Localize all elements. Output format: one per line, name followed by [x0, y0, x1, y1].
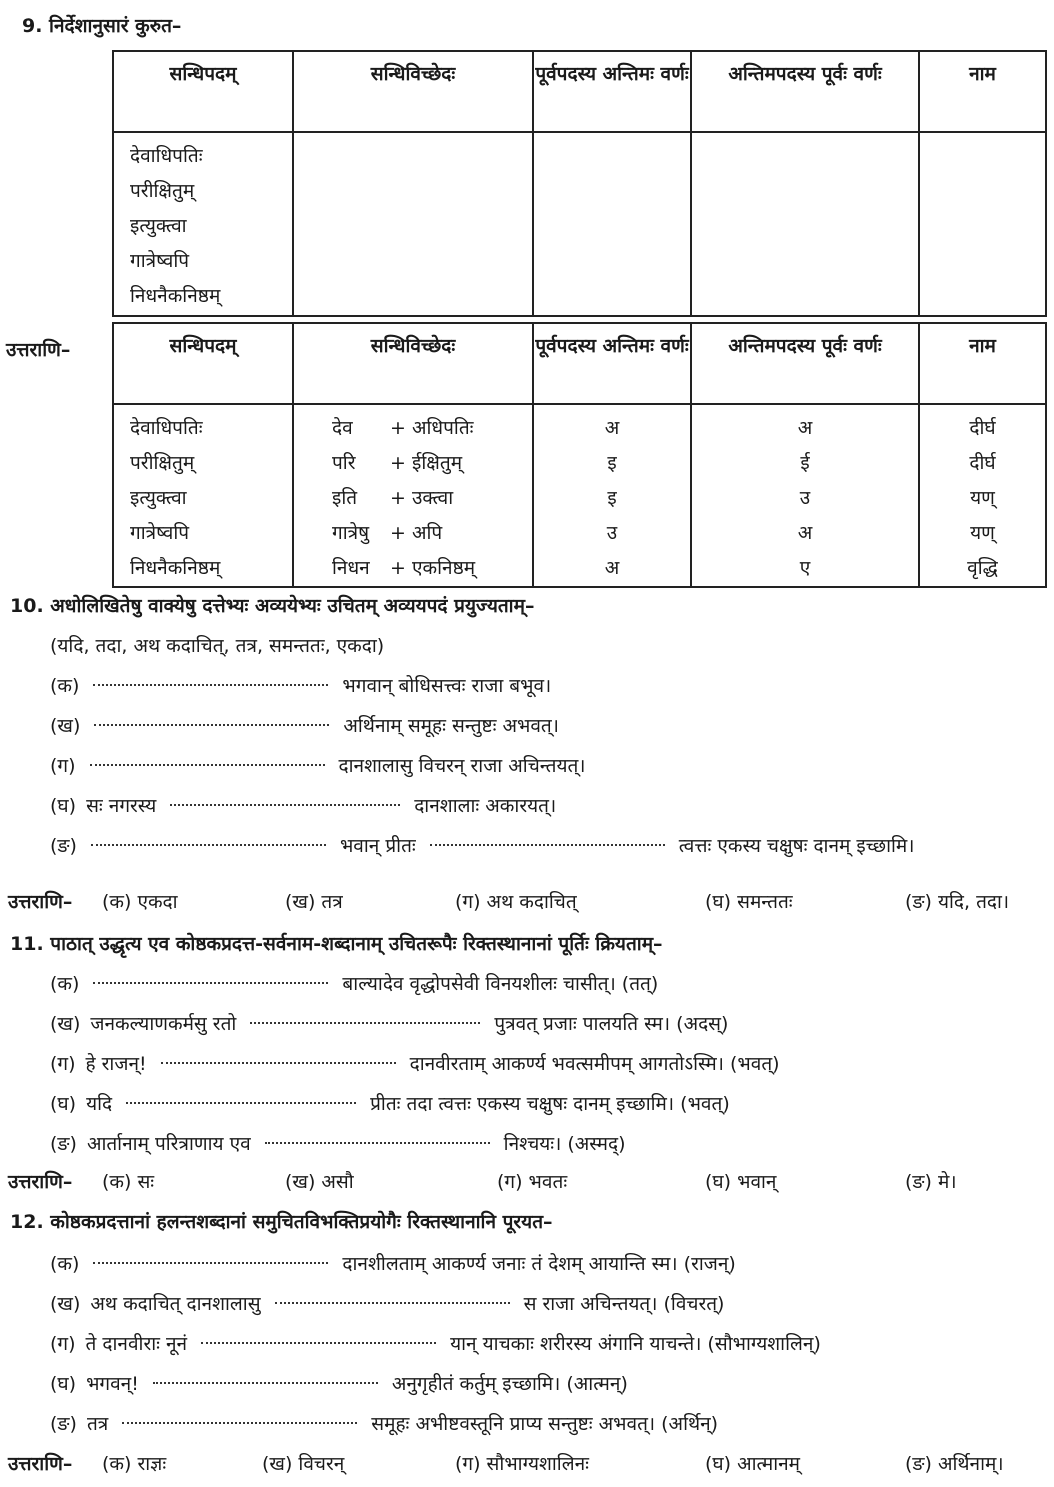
header-nama: नाम	[919, 323, 1046, 404]
empty-cell	[691, 132, 919, 316]
item-label: (ग)	[50, 1333, 76, 1355]
item-text: अनुगृहीतं कर्तुम् इच्छामि। (आत्मन्)	[391, 1373, 628, 1395]
q12-answer: (ख) विचरन्	[262, 1453, 345, 1475]
q9-title: 9. निर्देशानुसारं कुरुत–	[22, 15, 182, 37]
answer-name: दीर्घ	[969, 452, 996, 474]
item-text: प्रीतः तदा त्वत्तः एकस्य चक्षुषः दानम् इच्छामि। (भवत्)	[370, 1093, 730, 1115]
fill-in-blank	[122, 1422, 357, 1424]
fill-in-blank	[94, 724, 329, 726]
q11-answer-label: उत्तराणि–	[8, 1171, 73, 1193]
item-text: समूहः अभीष्टवस्तूनि प्राप्य सन्तुष्टः अभवत्। (अर्थिन्)	[371, 1413, 719, 1435]
q12-answer-label: उत्तराणि–	[8, 1453, 73, 1475]
answer-word: देवाधिपतिः	[130, 417, 203, 439]
answer-name: यण्	[970, 522, 995, 544]
q12-title: 12. कोष्ठकप्रदत्तानां हलन्तशब्दानां समुचितविभक्तिप्रयोगैः रिक्तस्थानानि पूरयत–	[10, 1211, 553, 1233]
item-label: (क)	[50, 675, 80, 697]
q9-answer-label: उत्तराणि–	[6, 339, 71, 361]
fill-in-blank	[201, 1342, 436, 1344]
fill-in-blank	[265, 1142, 490, 1144]
sandhipada-word: गात्रेष्वपि	[130, 250, 190, 272]
item-label: (ग)	[50, 1053, 76, 1075]
q11-item	[50, 1090, 730, 1116]
fill-in-blank	[90, 764, 325, 766]
answer-word: इत्युक्त्वा	[130, 487, 187, 509]
answer-last-letter: इ	[607, 452, 617, 474]
sandhipada-word: देवाधिपतिः	[130, 145, 203, 167]
item-label: (ङ)	[50, 1133, 77, 1155]
q10-item	[50, 832, 914, 858]
item-label: (घ)	[50, 1093, 77, 1115]
q9-answer-table	[112, 322, 1047, 588]
item-text: तत्र	[86, 1413, 109, 1435]
fill-in-blank	[430, 844, 665, 846]
q11-answer: (ग) भवतः	[497, 1171, 568, 1193]
answer-first-letter: अ	[797, 417, 813, 439]
header-sandhiviccheda: सन्धिविच्छेदः	[293, 51, 533, 132]
answer-split	[332, 551, 532, 586]
empty-cell	[919, 132, 1046, 316]
q10-item	[50, 792, 556, 818]
q12-item	[50, 1370, 628, 1396]
item-text: अथ कदाचित् दानशालासु	[90, 1293, 261, 1315]
sandhipada-word: निधनैकनिष्ठम्	[130, 285, 221, 307]
answer-split	[332, 446, 532, 481]
q11-item	[50, 1130, 626, 1156]
item-label: (ख)	[50, 1293, 81, 1315]
sandhipada-word: परीक्षितुम्	[130, 180, 195, 202]
q11-answer: (ङ) मे।	[905, 1171, 957, 1193]
answer-last-letter: इ	[607, 487, 617, 509]
split-second: अधिपतिः	[412, 417, 474, 439]
answer-words	[113, 404, 293, 587]
q10-options: (यदि, तदा, अथ कदाचित्, तत्र, समन्ततः, एकदा)	[50, 635, 385, 657]
item-text: दानशालासु विचरन् राजा अचिन्तयत्।	[338, 755, 586, 777]
answer-splits	[293, 404, 533, 587]
item-text: पुत्रवत् प्रजाः पालयति स्म। (अदस्)	[494, 1013, 729, 1035]
q12-answer: (ग) सौभाग्यशालिनः	[455, 1453, 589, 1475]
fill-in-blank	[250, 1022, 480, 1024]
item-label: (क)	[50, 973, 80, 995]
item-label: (क)	[50, 1253, 80, 1275]
fill-in-blank	[91, 844, 326, 846]
item-text: यदि	[86, 1093, 113, 1115]
header-nama: नाम	[919, 51, 1046, 132]
plus-sign: +	[390, 487, 406, 509]
q12-answer: (घ) आत्मानम्	[705, 1453, 801, 1475]
answer-split	[332, 411, 532, 446]
q11-item	[50, 1010, 728, 1036]
header-sandhiviccheda: सन्धिविच्छेदः	[293, 323, 533, 404]
item-text: आर्तानाम् परित्राणाय एव	[86, 1133, 251, 1155]
split-second: ईक्षितुम्	[412, 452, 463, 474]
item-text: सः नगरस्य	[86, 795, 157, 817]
split-first: परि	[332, 452, 356, 474]
header-antimapada: अन्तिमपदस्य पूर्वः वर्णः	[691, 51, 919, 132]
split-second: एकनिष्ठम्	[412, 557, 476, 579]
split-first: निधन	[332, 557, 370, 579]
item-text: स राजा अचिन्तयत्। (विचरत्)	[523, 1293, 725, 1315]
item-text: ते दानवीराः नूनं	[85, 1333, 188, 1355]
q10-answer: (ङ) यदि, तदा।	[905, 891, 1010, 913]
item-text: दानवीरताम् आकर्ण्य भवत्समीपम् आगतोऽस्मि। (भवत्)	[409, 1053, 780, 1075]
answer-split	[332, 481, 532, 516]
item-text: निश्चयः। (अस्मद्)	[503, 1133, 626, 1155]
plus-sign: +	[390, 557, 406, 579]
q12-answer: (ङ) अर्थिनाम्।	[905, 1453, 1004, 1475]
item-label: (ङ)	[50, 1413, 77, 1435]
q12-item	[50, 1250, 736, 1276]
q10-item	[50, 712, 559, 738]
answer-last-letter: अ	[604, 557, 620, 579]
item-text: बाल्यादेव वृद्धोपसेवी विनयशीलः चासीत्। (तत्)	[342, 973, 659, 995]
fill-in-blank	[153, 1382, 378, 1384]
answer-first-letters	[691, 404, 919, 587]
item-text: जनकल्याणकर्मसु रतो	[90, 1013, 237, 1035]
q10-title: 10. अधोलिखितेषु वाक्येषु दत्तेभ्यः अव्ययेभ्यः उचितम् अव्ययपदं प्रयुज्यताम्–	[10, 595, 535, 617]
item-text: भवान् प्रीतः	[339, 835, 416, 857]
item-text: अर्थिनाम् समूहः सन्तुष्टः अभवत्।	[343, 715, 559, 737]
q10-answer-label: उत्तराणि–	[8, 891, 73, 913]
q10-answer: (ग) अथ कदाचित्	[455, 891, 577, 913]
q10-item	[50, 752, 586, 778]
header-purvapada: पूर्वपदस्य अन्तिमः वर्णः	[533, 51, 691, 132]
item-text: हे राजन्!	[85, 1053, 147, 1075]
header-sandhipada: सन्धिपदम्	[113, 323, 293, 404]
fill-in-blank	[275, 1302, 510, 1304]
q10-answer: (ख) तत्र	[285, 891, 343, 913]
q11-answer: (ख) असौ	[285, 1171, 354, 1193]
item-label: (घ)	[50, 1373, 77, 1395]
split-first: इति	[332, 487, 358, 509]
q12-item	[50, 1410, 718, 1436]
item-label: (ख)	[50, 715, 81, 737]
answer-first-letter: अ	[797, 522, 813, 544]
answer-word: निधनैकनिष्ठम्	[130, 557, 221, 579]
q12-answer: (क) राज्ञः	[102, 1453, 167, 1475]
q11-answer: (क) सः	[102, 1171, 155, 1193]
item-label: (ख)	[50, 1013, 81, 1035]
item-text: यान् याचकाः शरीरस्य अंगानि याचन्ते। (सौभाग्यशालिन्)	[450, 1333, 821, 1355]
answer-last-letter: उ	[606, 522, 618, 544]
q10-answer: (क) एकदा	[102, 891, 178, 913]
split-second: उक्त्वा	[412, 487, 454, 509]
q11-title: 11. पाठात् उद्धृत्य एव कोष्ठकप्रदत्त-सर्वनाम-शब्दानाम् उचितरूपैः रिक्तस्थानानां पूर्तिः क्रियताम्–	[10, 933, 663, 955]
fill-in-blank	[93, 1262, 328, 1264]
q11-item	[50, 1050, 780, 1076]
plus-sign: +	[390, 522, 406, 544]
answer-first-letter: ई	[800, 452, 810, 474]
header-purvapada: पूर्वपदस्य अन्तिमः वर्णः	[533, 323, 691, 404]
split-second: अपि	[412, 522, 443, 544]
answer-word: गात्रेष्वपि	[130, 522, 190, 544]
answer-last-letters	[533, 404, 691, 587]
answer-name: यण्	[970, 487, 995, 509]
split-first: गात्रेषु	[332, 522, 370, 544]
header-antimapada: अन्तिमपदस्य पूर्वः वर्णः	[691, 323, 919, 404]
item-label: (ग)	[50, 755, 76, 777]
fill-in-blank	[170, 804, 400, 806]
q11-answer: (घ) भवान्	[705, 1171, 777, 1193]
fill-in-blank	[93, 982, 328, 984]
plus-sign: +	[390, 452, 406, 474]
sandhipada-words	[113, 132, 293, 316]
item-text: दानशीलताम् आकर्ण्य जनाः तं देशम् आयान्ति स्म। (राजन्)	[342, 1253, 736, 1275]
q9-question-table	[112, 50, 1047, 317]
item-text: भगवान् बोधिसत्त्वः राजा बभूव।	[342, 675, 552, 697]
fill-in-blank	[126, 1102, 356, 1104]
header-sandhipada: सन्धिपदम्	[113, 51, 293, 132]
q10-item	[50, 672, 551, 698]
fill-in-blank	[93, 684, 328, 686]
answer-last-letter: अ	[604, 417, 620, 439]
sandhipada-word: इत्युक्त्वा	[130, 215, 187, 237]
item-label: (ङ)	[50, 835, 77, 857]
split-first: देव	[332, 417, 353, 439]
answer-names	[919, 404, 1046, 587]
fill-in-blank	[161, 1062, 396, 1064]
q11-item	[50, 970, 658, 996]
item-text: दानशालाः अकारयत्।	[414, 795, 557, 817]
empty-cell	[533, 132, 691, 316]
answer-first-letter: ए	[799, 557, 811, 579]
answer-split	[332, 516, 532, 551]
q12-item	[50, 1290, 724, 1316]
empty-cell	[293, 132, 533, 316]
item-label: (घ)	[50, 795, 77, 817]
answer-first-letter: उ	[799, 487, 811, 509]
answer-name: दीर्घ	[969, 417, 996, 439]
item-text: त्वत्तः एकस्य चक्षुषः दानम् इच्छामि।	[678, 835, 915, 857]
answer-name: वृद्धि	[967, 557, 998, 579]
item-text: भगवन्!	[86, 1373, 139, 1395]
plus-sign: +	[390, 417, 406, 439]
q12-item	[50, 1330, 821, 1356]
answer-word: परीक्षितुम्	[130, 452, 195, 474]
q10-answer: (घ) समन्ततः	[705, 891, 793, 913]
